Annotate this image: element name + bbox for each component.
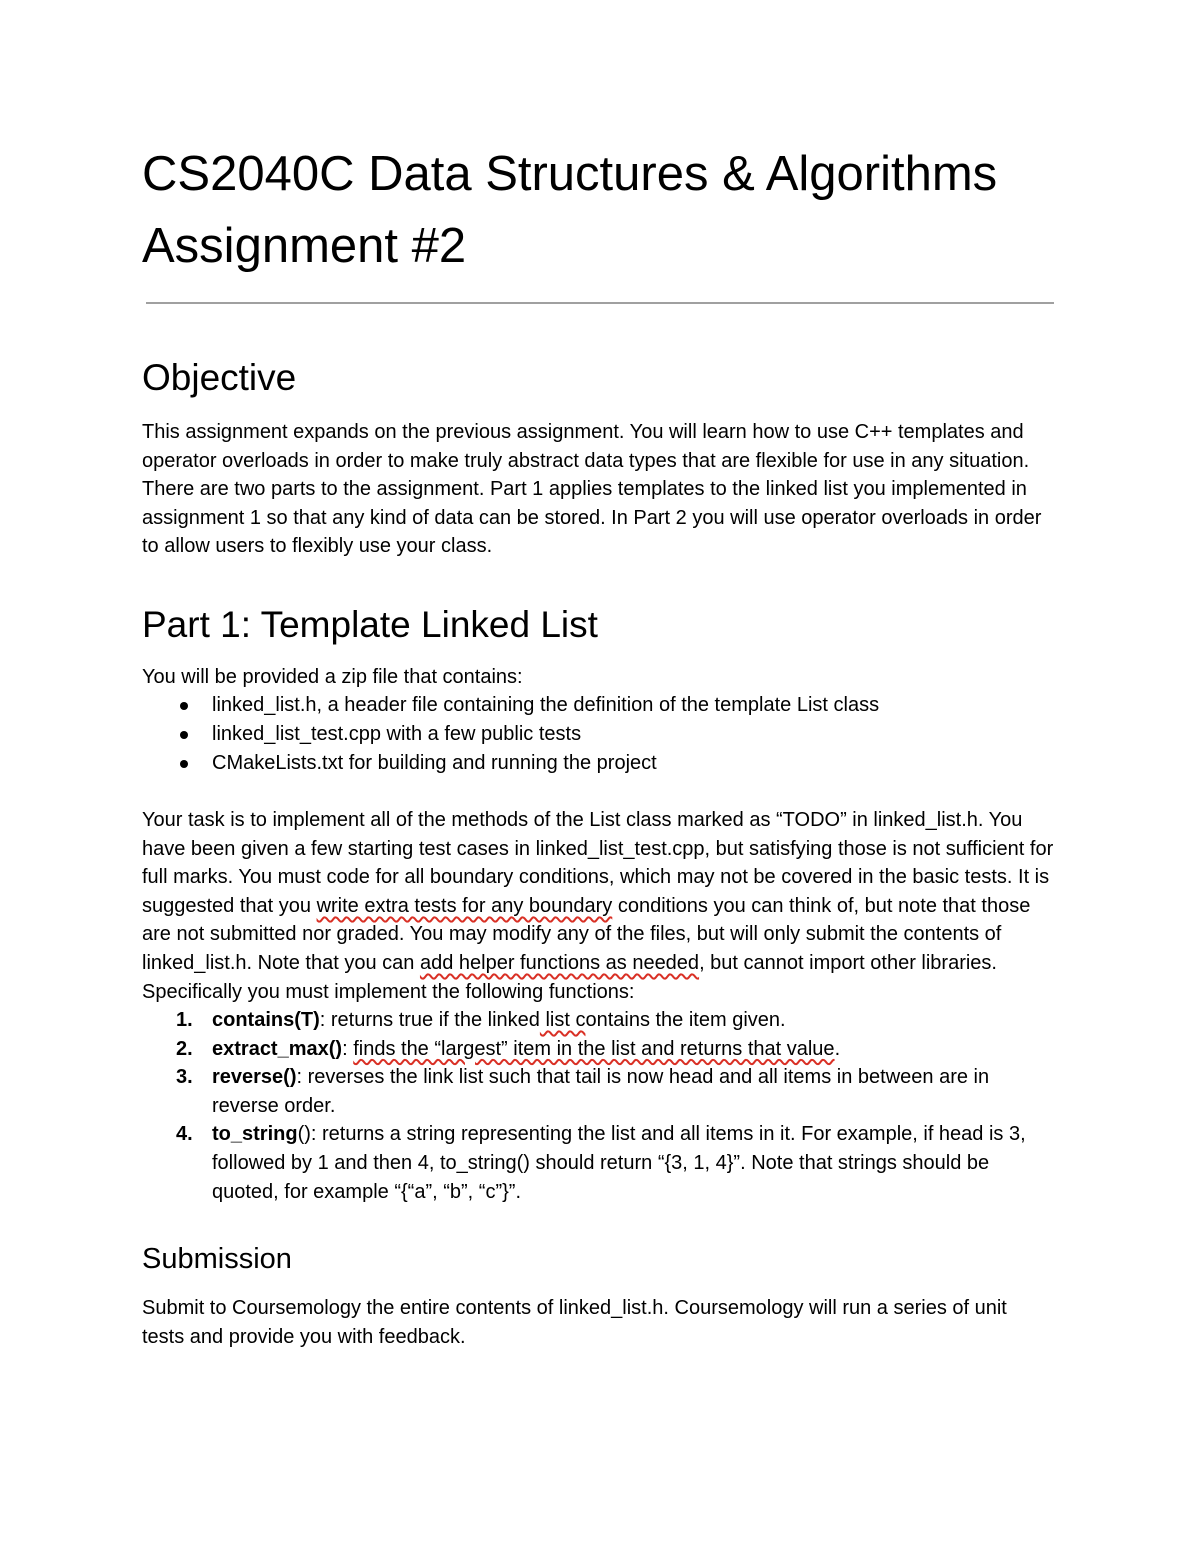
list-item: linked_list_test.cpp with a few public tests bbox=[142, 720, 879, 749]
bullet-icon bbox=[180, 760, 188, 768]
part1-heading: Part 1: Template Linked List bbox=[142, 604, 598, 645]
task-paragraph: Your task is to implement all of the methods of the List class marked as “TODO” in linked_list.h. You have been given a few starting test cases in linked_list_test.cpp, but satisfying those is not sufficient for full marks. You must code for all boundary conditions, which may not be covered in the basic tests. It is suggested that you write extra tests for any boundary conditions you can think of, but note that those are not submitted nor graded. You may modify any of the files, but will only submit the contents of linked_list.h. Note that you can add helper functions as needed, but cannot import other libraries. Specifically you must implement the following functions: bbox=[142, 809, 1054, 1003]
spellcheck-underline: finds the “largest” item in the list and returns that value bbox=[353, 1037, 835, 1060]
item-number: 3. bbox=[176, 1066, 193, 1089]
function-name: reverse() bbox=[212, 1066, 297, 1089]
item-number: 4. bbox=[176, 1123, 193, 1146]
list-item: 4. to_string(): returns a string representing the list and all items in it. For example, if head is 3, followed by 1 and then 4, to_string() should return “{3, 1, 4}”. Note that strings should be quoted, for example “{“a”, “b”, “c”}”. bbox=[142, 1120, 1054, 1206]
submission-heading: Submission bbox=[142, 1243, 292, 1275]
function-name: to_string bbox=[212, 1123, 298, 1146]
title-line-2: Assignment #2 bbox=[142, 219, 467, 273]
objective-heading: Objective bbox=[142, 357, 297, 398]
list-item: 2. extract_max(): finds the “largest” item in the list and returns that value. bbox=[142, 1035, 1054, 1064]
bullet-icon bbox=[180, 702, 188, 710]
title-line-1: CS2040C Data Structures & Algorithms bbox=[142, 147, 998, 201]
bullet-icon bbox=[180, 731, 188, 739]
file-list bbox=[142, 691, 879, 778]
spellcheck-underline: list c bbox=[539, 1009, 586, 1031]
spellcheck-underline: add helper functions as needed bbox=[419, 951, 700, 974]
list-item: CMakeLists.txt for building and running the project bbox=[142, 749, 879, 778]
functions-list bbox=[142, 1006, 1054, 1206]
list-item: linked_list.h, a header file containing the definition of the template List class bbox=[142, 691, 879, 720]
item-number: 1. bbox=[176, 1009, 193, 1031]
document-title bbox=[142, 138, 1054, 282]
submission-paragraph: Submit to Coursemology the entire contents of linked_list.h. Coursemology will run a series of unit tests and provide you with feedback. bbox=[142, 1297, 1007, 1348]
list-item: 1. contains(T): returns true if the linked list contains the item given. bbox=[142, 1006, 1054, 1035]
spellcheck-underline: write extra tests for any boundary bbox=[316, 894, 613, 917]
function-name: contains(T) bbox=[212, 1009, 320, 1031]
part1-intro: You will be provided a zip file that contains: bbox=[142, 666, 523, 688]
item-number: 2. bbox=[176, 1037, 193, 1060]
list-item: 3. reverse(): reverses the link list such that tail is now head and all items in between are in reverse order. bbox=[142, 1063, 1054, 1120]
function-name: extract_max() bbox=[212, 1037, 343, 1060]
objective-paragraph: This assignment expands on the previous assignment. You will learn how to use C++ templates and operator overloads in order to make truly abstract data types that are flexible for use in any situation. There are two parts to the assignment. Part 1 applies templates to the linked list you implemented in assignment 1 so that any kind of data can be stored. In Part 2 you will use operator overloads in order to allow users to flexibly use your class. bbox=[142, 421, 1042, 558]
horizontal-rule bbox=[146, 302, 1054, 304]
